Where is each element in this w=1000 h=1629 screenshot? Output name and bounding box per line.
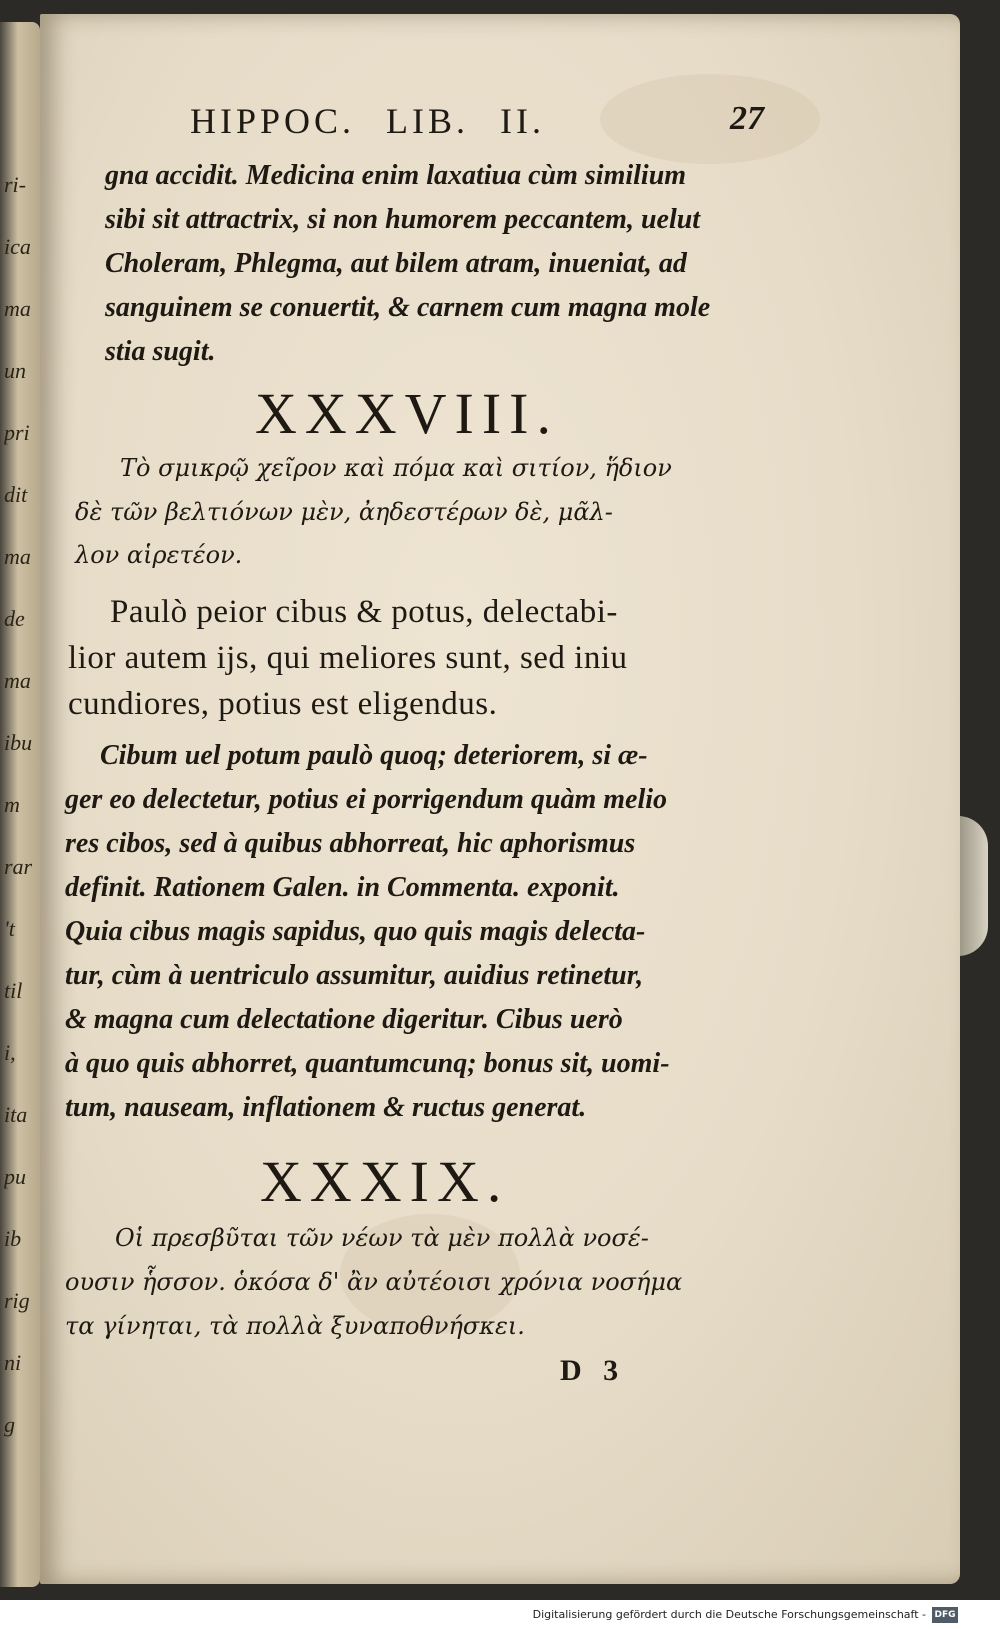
- left-page-fragment: ma: [4, 544, 31, 569]
- text-line: stia sugit.: [105, 336, 216, 367]
- left-page-fragment: dit: [4, 482, 28, 507]
- page-number: 27: [730, 100, 764, 137]
- book-clasp-tab: [958, 816, 988, 956]
- greek-line: τα γίνηται, τὰ πολλὰ ξυναποθνήσκει.: [65, 1312, 525, 1340]
- signature-mark: D 3: [560, 1354, 619, 1387]
- left-page-fragment: ma: [4, 296, 31, 321]
- latin-line: lior autem ijs, qui meliores sunt, sed iniu: [68, 640, 628, 676]
- commentary-line: res cibos, sed à quibus abhorreat, hic aphorismus: [65, 828, 636, 859]
- latin-line: Paulò peior cibus & potus, delectabi-: [110, 594, 618, 630]
- right-page: [40, 14, 960, 1584]
- footer-bar: [0, 1604, 1000, 1629]
- left-page-edge: [0, 22, 40, 1587]
- text-line: sibi sit attractrix, si non humorem peccantem, uelut: [105, 204, 701, 235]
- commentary-line: definit. Rationem Galen. in Commenta. exponit.: [65, 872, 620, 903]
- left-page-fragment: g: [4, 1412, 15, 1437]
- dfg-logo: DFG: [932, 1607, 958, 1623]
- text-line: gna accidit. Medicina enim laxatiua cùm similium: [105, 160, 687, 191]
- left-page-fragment: ibu: [4, 730, 33, 755]
- left-page-fragment: i,: [4, 1040, 16, 1065]
- running-title: HIPPOC. LIB. II.: [190, 101, 546, 141]
- commentary-line: Quia cibus magis sapidus, quo quis magis delecta-: [65, 916, 646, 947]
- left-page-fragment: til: [4, 978, 23, 1003]
- commentary-line: Cibum uel potum paulò quoq; deteriorem, si æ-: [100, 740, 648, 771]
- left-page-fragment: ri-: [4, 172, 26, 197]
- left-page-fragment: un: [4, 358, 26, 383]
- left-page-fragment: ica: [4, 234, 31, 259]
- left-page-fragment: pu: [4, 1164, 26, 1189]
- aphorism-numeral: XXXVIII.: [255, 381, 559, 446]
- aphorism-numeral: XXXIX.: [260, 1149, 510, 1214]
- left-page-fragment: ib: [4, 1226, 22, 1251]
- left-page-fragment: ni: [4, 1350, 22, 1375]
- commentary-line: tum, nauseam, inflationem & ructus generat.: [65, 1092, 587, 1123]
- left-page-fragment: ma: [4, 668, 31, 693]
- digitization-credit: Digitalisierung gefördert durch die Deutsche Forschungsgemeinschaft -: [532, 1608, 926, 1621]
- left-page-fragment: rar: [4, 854, 33, 879]
- left-page-fragment: m: [4, 792, 20, 817]
- left-page-fragment: ita: [4, 1102, 28, 1127]
- paper-stain: [600, 74, 820, 164]
- left-page-fragment: rig: [4, 1288, 30, 1313]
- commentary-line: tur, cùm à uentriculo assumitur, auidius retinetur,: [65, 960, 644, 991]
- greek-line: Οἱ πρεσβῦται τῶν νέων τὰ μὲν πολλὰ νοσέ-: [115, 1224, 649, 1252]
- commentary-line: à quo quis abhorret, quantumcunq; bonus sit, uomi-: [65, 1048, 670, 1079]
- text-line: Choleram, Phlegma, aut bilem atram, inueniat, ad: [105, 248, 687, 279]
- left-page-fragment: 't: [4, 916, 15, 941]
- latin-line: cundiores, potius est eligendus.: [68, 686, 498, 722]
- commentary-line: & magna cum delectatione digeritur. Cibus uerò: [65, 1004, 623, 1035]
- left-page-fragment: pri: [4, 420, 30, 445]
- greek-line: Τὸ σμικρῷ χεῖρον καὶ πόμα καὶ σιτίον, ἥδιον: [120, 454, 672, 482]
- greek-line: λον αἱρετέον.: [75, 541, 243, 569]
- text-line: sanguinem se conuertit, & carnem cum magna mole: [105, 292, 711, 323]
- left-page-fragment: de: [4, 606, 25, 631]
- greek-line: ουσιν ἧσσον. ὁκόσα δ' ἂν αὐτέοισι χρόνια νοσήμα: [65, 1268, 683, 1296]
- commentary-line: ger eo delectetur, potius ei porrigendum quàm melio: [65, 784, 667, 815]
- greek-line: δὲ τῶν βελτιόνων μὲν, ἀηδεστέρων δὲ, μᾶλ-: [75, 498, 613, 526]
